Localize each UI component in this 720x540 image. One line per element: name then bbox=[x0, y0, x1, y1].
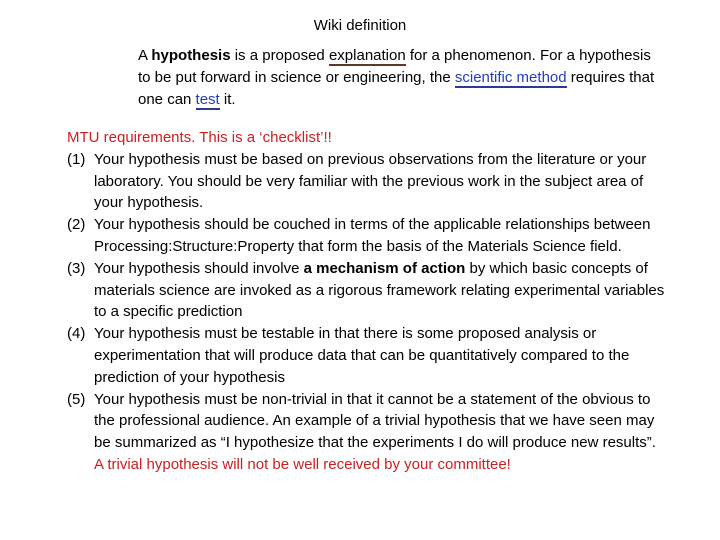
requirement-item bbox=[67, 149, 667, 214]
requirement-number: (2) bbox=[67, 216, 86, 234]
explanation-link[interactable]: explanation bbox=[328, 47, 406, 64]
requirement-number: (4) bbox=[67, 325, 86, 343]
test-link[interactable]: test bbox=[195, 91, 220, 108]
wiki-text: it. bbox=[219, 91, 236, 108]
requirement-number: (3) bbox=[67, 259, 86, 277]
requirement-text: Your hypothesis should involve bbox=[94, 259, 304, 277]
requirement-number: (1) bbox=[67, 150, 86, 168]
requirement-text: Your hypothesis must be testable in that there is some proposed analysis or experimentation that will produce data that can be quantitatively compared to the prediction of your hypothesis bbox=[94, 325, 630, 386]
requirements-checklist bbox=[67, 127, 667, 476]
wiki-definition bbox=[138, 45, 658, 111]
requirement-item bbox=[67, 323, 667, 388]
requirement-text: Your hypothesis must be non-trivial in that it cannot be a statement of the obvious to the professional audience. An example of a trivial hypothesis that we have seen may be summarized as “I hypothesize that the experiments I do will produce new results”. bbox=[94, 390, 656, 452]
requirement-item bbox=[67, 389, 667, 476]
checklist-heading: MTU requirements. This is a ‘checklist’!! bbox=[67, 129, 332, 146]
requirement-item bbox=[67, 258, 667, 323]
requirement-item bbox=[67, 214, 667, 258]
scientific-method-link[interactable]: scientific method bbox=[454, 69, 567, 86]
wiki-text: requires that one can bbox=[138, 69, 655, 108]
wiki-text: is a proposed bbox=[230, 47, 329, 64]
requirement-text: Your hypothesis should be couched in terms of the applicable relationships between Processing:Structure:Property that form the basis of the Materials Science field. bbox=[94, 216, 651, 255]
requirement-emphasis: a mechanism of action bbox=[303, 259, 466, 277]
wiki-text: A bbox=[138, 47, 152, 64]
wiki-term: hypothesis bbox=[151, 47, 231, 64]
requirement-text: by which basic concepts of materials science are invoked as a rigorous framework relating experimental variables to a specific prediction bbox=[94, 259, 665, 321]
requirement-warning: A trivial hypothesis will not be well received by your committee! bbox=[94, 455, 511, 473]
page-title: Wiki definition bbox=[313, 17, 407, 34]
requirement-number: (5) bbox=[67, 390, 86, 408]
wiki-text: for a phenomenon. For a hypothesis to be put forward in science or engineering, the bbox=[138, 47, 651, 86]
requirement-text: Your hypothesis must be based on previous observations from the literature or your laboratory. You should be very familiar with the previous work in the subject area of your hypothesis. bbox=[94, 150, 647, 212]
